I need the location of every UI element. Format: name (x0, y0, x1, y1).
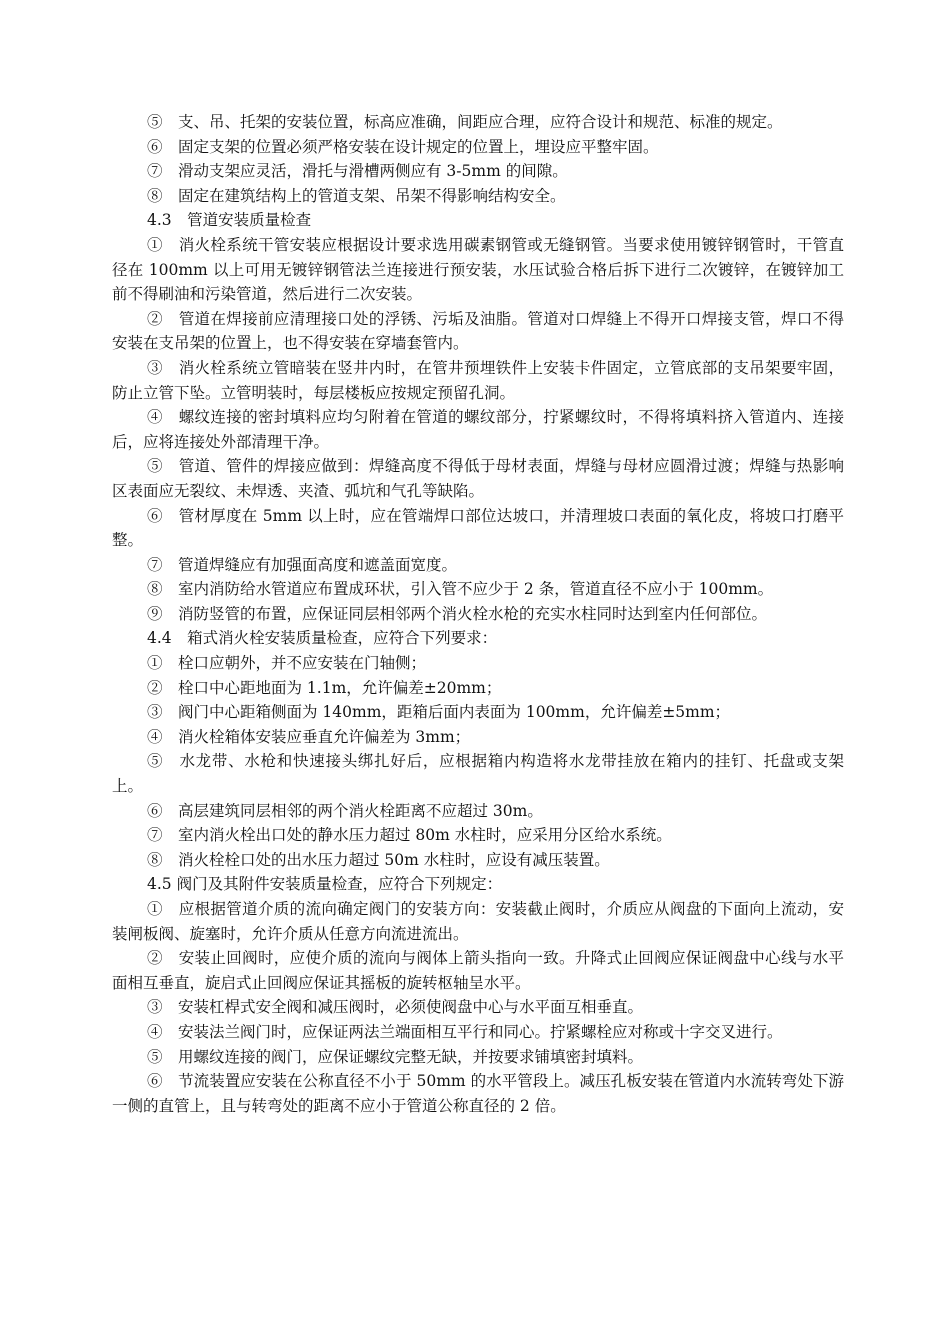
paragraph: ⑧ 室内消防给水管道应布置成环状，引入管不应少于 2 条，管道直径不应小于 100mm。 (147, 580, 774, 599)
paragraph: ⑤ 支、吊、托架的安装位置，标高应准确，间距应合理，应符合设计和规范、标准的规定。 (147, 113, 783, 131)
paragraph: ③ 阀门中心距箱侧面为 140mm，距箱后面内表面为 100mm，允许偏差±5mm； (147, 703, 731, 722)
paragraph: ⑥ 固定支架的位置必须严格安装在设计规定的位置上，埋设应平整牢固。 (147, 137, 659, 156)
paragraph: ④ 消火栓箱体安装应垂直允许偏差为 3mm； (147, 727, 471, 746)
paragraph: ⑤ 管道、管件的焊接应做到：焊缝高度不得低于母材表面，焊缝与母材应圆滑过渡；焊缝与热影响区表面应无裂纹、未焊透、夹渣、弧坑和气孔等缺陷。 (112, 457, 844, 500)
paragraph: ⑤ 用螺纹连接的阀门，应保证螺纹完整无缺，并按要求铺填密封填料。 (147, 1047, 644, 1066)
paragraph: ① 消火栓系统干管安装应根据设计要求选用碳素钢管或无缝钢管。当要求使用镀锌钢管时，干管直径在 100mm 以上可用无镀锌钢管法兰连接进行预安装，水压试验合格后拆下进行二次镀锌，在镀锌加工前不得刷油和污染管道，然后进行二次安装。 (112, 235, 844, 304)
section-heading: 4.5 阀门及其附件安装质量检查，应符合下列规定： (147, 875, 503, 894)
section-heading: 4.4 箱式消火栓安装质量检查，应符合下列要求： (147, 629, 498, 648)
paragraph: ⑦ 管道焊缝应有加强面高度和遮盖面宽度。 (147, 555, 458, 574)
paragraph: ⑤ 水龙带、水枪和快速接头绑扎好后，应根据箱内构造将水龙带挂放在箱内的挂钉、托盘或支架上。 (112, 752, 844, 796)
paragraph: ⑥ 管材厚度在 5mm 以上时，应在管端焊口部位达坡口，并清理坡口表面的氧化皮，将坡口打磨平整。 (112, 506, 844, 550)
paragraph: ④ 螺纹连接的密封填料应均匀附着在管道的螺纹部分，拧紧螺纹时，不得将填料挤入管道内、连接后，应将连接处外部清理干净。 (112, 408, 844, 451)
document-page (112, 110, 844, 1118)
paragraph: ② 安装止回阀时，应使介质的流向与阀体上箭头指向一致。升降式止回阀应保证阀盘中心线与水平面相互垂直，旋启式止回阀应保证其摇板的旋转枢轴呈水平。 (112, 949, 844, 992)
paragraph: ③ 消火栓系统立管暗装在竖井内时，在管井预埋铁件上安装卡件固定，立管底部的支吊架要牢固，防止立管下坠。立管明装时，每层楼板应按规定预留孔洞。 (112, 358, 844, 402)
paragraph: ④ 安装法兰阀门时，应保证两法兰端面相互平行和同心。拧紧螺栓应对称或十字交叉进行。 (147, 1022, 783, 1041)
paragraph: ⑥ 节流装置应安装在公称直径不小于 50mm 的水平管段上。减压孔板安装在管道内水流转弯处下游一侧的直管上，且与转弯处的距离不应小于管道公称直径的 2 倍。 (112, 1072, 844, 1115)
paragraph: ⑨ 消防竖管的布置，应保证同层相邻两个消火栓水枪的充实水柱同时达到室内任何部位。 (147, 604, 768, 623)
paragraph: ⑥ 高层建筑同层相邻的两个消火栓距离不应超过 30m。 (147, 801, 543, 820)
paragraph: ① 应根据管道介质的流向确定阀门的安装方向：安装截止阀时，介质应从阀盘的下面向上流动，安装闸板阀、旋塞时，允许介质从任意方向流进流出。 (112, 900, 844, 943)
paragraph: ② 栓口中心距地面为 1.1m，允许偏差±20mm； (147, 678, 502, 697)
paragraph: ② 管道在焊接前应清理接口处的浮锈、污垢及油脂。管道对口焊缝上不得开口焊接支管，焊口不得安装在支吊架的位置上，也不得安装在穿墙套管内。 (112, 309, 844, 353)
section-heading: 4.3 管道安装质量检查 (147, 211, 312, 230)
paragraph: ⑦ 室内消火栓出口处的静水压力超过 80m 水柱时，应采用分区给水系统。 (147, 826, 672, 845)
paragraph: ⑦ 滑动支架应灵活，滑托与滑槽两侧应有 3-5mm 的间隙。 (147, 162, 568, 181)
paragraph: ① 栓口应朝外，并不应安装在门轴侧； (147, 654, 427, 673)
paragraph: ⑧ 固定在建筑结构上的管道支架、吊架不得影响结构安全。 (147, 186, 566, 205)
paragraph: ③ 安装杠桿式安全阀和减压阀时，必须使阀盘中心与水平面互相垂直。 (147, 998, 644, 1017)
paragraph: ⑧ 消火栓栓口处的出水压力超过 50m 水柱时，应设有减压装置。 (147, 850, 610, 869)
